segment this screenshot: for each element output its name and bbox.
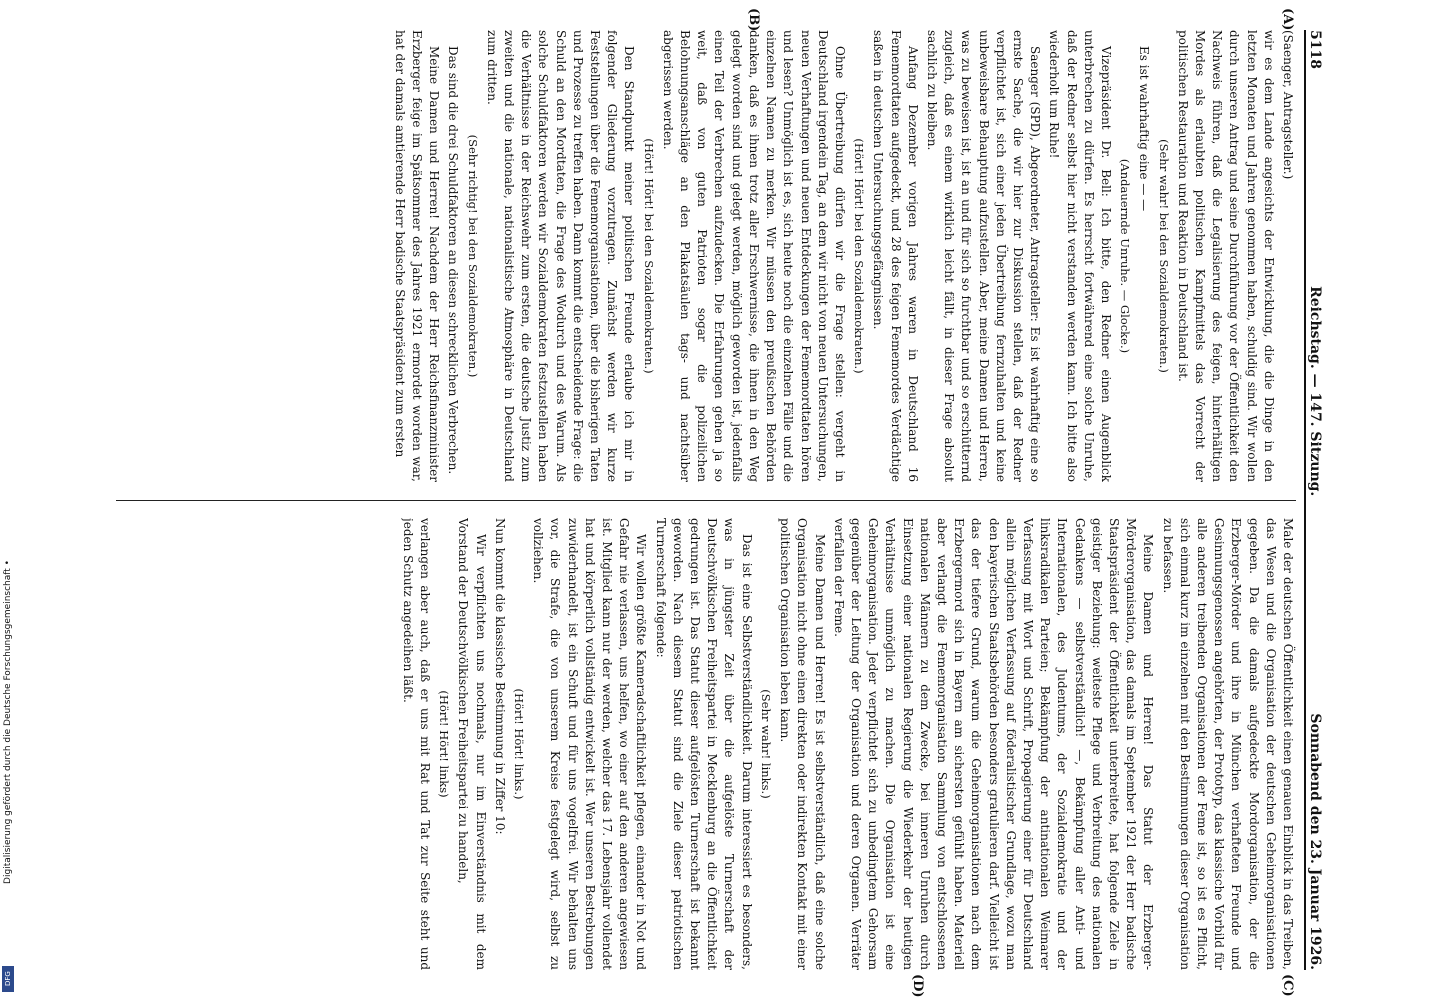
paragraph: wir es dem Lande angesichts der Entwicklung, die die Dinge in den letzten Monaten und Jahren genommen haben, schuldig sind. Wir wollen durch unseren Antrag und seine Durchführung vor der Öffentlichkeit den Nachweis führen, daß die Legalisierung des feigen, hinterhältigen Mordes als erlaubten politischen Kampfmittels das Vorrecht der politischen Restauration und Reaktion in Deutschland ist. (1175, 30, 1276, 482)
left-column (116, 30, 1296, 482)
paragraph: Das sind die drei Schuldfaktoren an diesen schrecklichen Verbrechen. (446, 46, 461, 475)
quote-paragraph: verlangen aber auch, daß er uns mit Rat und Tat zur Seite steht und jeden Schutz angedeihen läßt. (400, 518, 433, 970)
paragraph: Vizepräsident Dr. Bell: Ich bitte, den Redner einen Augenblick unterbrechen zu dürfen. Es herrscht fortwährend eine solche Unruhe, daß der Redner selbst hier nicht verstanden werden kann. Ich bitte also wiederholt um Ruhe! (1047, 30, 1113, 482)
paragraph: Das ist eine Selbstverständlichkeit. Darum interessiert es besonders, was in jüngster Zeit über die aufgelöste Turnerschaft der Deutschvölkischen Freiheitspartei in Mecklenburg an die Öffentlichkeit gedrungen ist. Das Statut dieser aufgelösten Turnerschaft ist bekannt geworden. Nach diesem Statut sind die Ziele dieser patriotischen Turnerschaft folgende: (653, 518, 754, 970)
margin-mark-d: (D) (910, 974, 925, 998)
header-title: Reichstag. — 147. Sitzung. (1307, 286, 1324, 497)
margin-mark-b: (B) (746, 8, 761, 32)
dfg-logo-icon: DFG (2, 966, 14, 992)
interjection: (Hört! Hört! links.) (512, 688, 527, 800)
paragraph: Es ist wahrhaftig eine — — (1137, 46, 1152, 212)
interjection: (Hört! Hört! bei den Sozialdemokraten.) (852, 138, 867, 374)
paragraph: Anfang Dezember vorigen Jahres waren in Deutschland 16 Fememordtaten aufgedeckt, und 28 des feigen Fememordes Verdächtige saßen in deutschen Untersuchungsgefängnissen. (871, 30, 920, 482)
page-header (1304, 30, 1330, 970)
quote-paragraph: Wir wollen größte Kameradschaftlichkeit pflegen, einander in Not und Gefahr nie verlassen, uns helfen, wo einer auf den anderen angewiesen ist. Mitglied kann nur der werden, welcher das 17. Lebensjahr vollendet hat und körperlich vollständig entwickelt ist. Wer unseren Bestrebungen zuwiderhandelt, ist ein Schuft und für uns vogelfrei. Wir behalten uns vor, die Strafe, die von unserem Kreise festgelegt wird, selbst zu vollziehen. (531, 518, 649, 970)
paragraph: Meine Damen und Herren! Nachdem der Herr Reichsfinanzminister Erzberger feige im Spätsommer des Jahres 1921 ermordet worden war, hat der damals amtierende Herr badische Staatspräsident zum ersten (392, 30, 442, 482)
interjection: (Sehr richtig! bei den Sozialdemokraten.) (465, 134, 480, 378)
paragraph: (Saenger, Antragsteller.) (1281, 30, 1295, 180)
page-number: 5118 (1307, 30, 1324, 69)
header-date: Sonnabend den 23. Januar 1926. (1307, 713, 1324, 970)
document-page (110, 8, 1330, 998)
interjection: (Hört! Hört! links) (437, 690, 452, 798)
paragraph: Ohne Übertreibung dürfen wir die Frage stellen: vergeht in Deutschland irgendein Tag, an dem wir nicht von neuen Untersuchungen, neuen Verhaftungen und neuen Entdeckungen der Fememordtaten hören und lesen? Unmöglich ist es, sich heute noch die einzelnen Fälle und die einzelnen Namen zu merken. Wir müssen den preußischen Behörden danken, daß es ihnen trotz aller Erschwernisse, die ihnen in den Weg gelegt worden sind und gelegt werden, möglich geworden ist, jedenfalls einen Teil der Verbrechen aufzudecken. Die Erfahrungen gehen ja so weit, daß von guten Patrioten sogar die polizeilichen Belohnungsanschläge an den Plakatsäulen tags- und nachtsüber abgerissen werden. (660, 30, 847, 482)
paragraph: Male der deutschen Öffentlichkeit einen genauen Einblick in das Treiben, das Wesen und die Organisation der deutschen Geheimorganisationen gegeben. Da die damals aufgedeckte Mordorganisation, der die Erzberger-Mörder und ihre in München verhafteten Freunde und Gesinnungsgenossen angehörten, der Prototyp, das klassische Vorbild für alle anderen treibenden Organisationen der Feme ist, so ist es Pflicht, sich einmal kurz im einzelnen mit den Bestimmungen dieser Organisation zu befassen. (1160, 518, 1295, 970)
margin-mark-a: (A) (1280, 8, 1295, 31)
interjection: (Sehr wahr! links.) (758, 689, 773, 799)
interjection: (Sehr wahr! bei den Sozialdemokraten.) (1156, 139, 1171, 373)
paragraph: Meine Damen und Herren! Es ist selbstverständlich, daß eine solche Organisation nicht ohne einen direkten oder indirekten Kontakt mit einer politischen Organisation leben kann. (778, 518, 827, 970)
digitization-credit: Digitalisierung gefördert durch die Deutsche Forschungsgemeinschaft • (3, 560, 13, 884)
paragraph: Saenger (SPD), Abgeordneter, Antragsteller: Es ist wahrhaftig eine so ernste Sache, die wir hier zur Diskussion stellen, daß der Redner verpflichtet ist, sich einer jeden Übertreibung fernzuhalten und keine unbeweisbare Behauptung aufzustellen. Aber, meine Damen und Herren, was zu beweisen ist, ist an und für sich so furchtbar und so erschütternd zugleich, daß es einem wirklich leicht fällt, in dieser Frage absolut sachlich zu bleiben. (924, 30, 1043, 482)
column-divider (116, 500, 1296, 501)
paragraph: Den Standpunkt meiner politischen Freunde erlaube ich mir in folgender Gliederung vorzutragen. Zunächst werden wir kurze Feststellungen über die Fememorganisationen, über die bisherigen Taten und Prozesse zu treffen haben. Dann kommt die entscheidende Frage: die Schuld an den Mordtaten, die Frage des Wodurch und des Warum. Als solche Schuldfaktoren werden wir Sozialdemokraten festzustellen haben die Verhältnisse in der Reichswehr zum ersten, die deutsche Justiz zum zweiten und die nationale, nationalistische Atmosphäre in Deutschland zum dritten. (484, 30, 637, 482)
margin-mark-c: (C) (1280, 974, 1295, 997)
interjection: (Hört! Hört! bei den Sozialdemokraten.) (641, 138, 656, 374)
right-column (116, 518, 1296, 970)
interjection: (Andauernde Unruhe. — Glocke.) (1118, 158, 1133, 354)
quote-paragraph: Wir verpflichten uns nochmals, nur im Einverständnis mit dem Vorstand der Deutschvölkischen Freiheitspartei zu handeln, (456, 518, 488, 970)
paragraph: Meine Damen und Herren! Das Statut der Erzberger-Mörderorganisation, das damals im September 1921 der Herr badische Staatspräsident der Öffentlichkeit unterbreitete, hat folgende Ziele in geistiger Beziehung: weiteste Pflege und Verbreitung des nationalen Gedankens — selbstverständlich! —, Bekämpfung aller Anti- und Internationalen, des Judentums, der Sozialdemokratie und der linksradikalen Parteien; Bekämpfung der antinationalen Weimarer Verfassung mit Wort und Schrift, Propagierung einer für Deutschland allein möglichen Verfassung auf föderalistischer Grundlage, wozu man den bayerischen Staatsbehörden besonders gratulieren darf. Vielleicht ist das der tiefere Grund, warum die Geheimorganisationen nach dem Erzbergermord sich in Bayern am sichersten gefühlt haben. Materiell aber verlangt die Fememorganisation Sammlung von entschlossenen nationalen Männern zu dem Zwecke, bei inneren Unruhen durch Einsetzung einer nationalen Regierung die Wiederkehr der heutigen Verhältnisse unmöglich zu machen. Die Organisation ist eine Geheimorganisation. Jeder verpflichtet sich zu unbedingtem Gehorsam gegenüber der Leitung der Organisation und deren Organen. Verräter verfallen der Feme. (831, 518, 1156, 970)
paragraph: Nun kommt die klassische Bestimmung in Ziffer 10: (492, 518, 507, 835)
